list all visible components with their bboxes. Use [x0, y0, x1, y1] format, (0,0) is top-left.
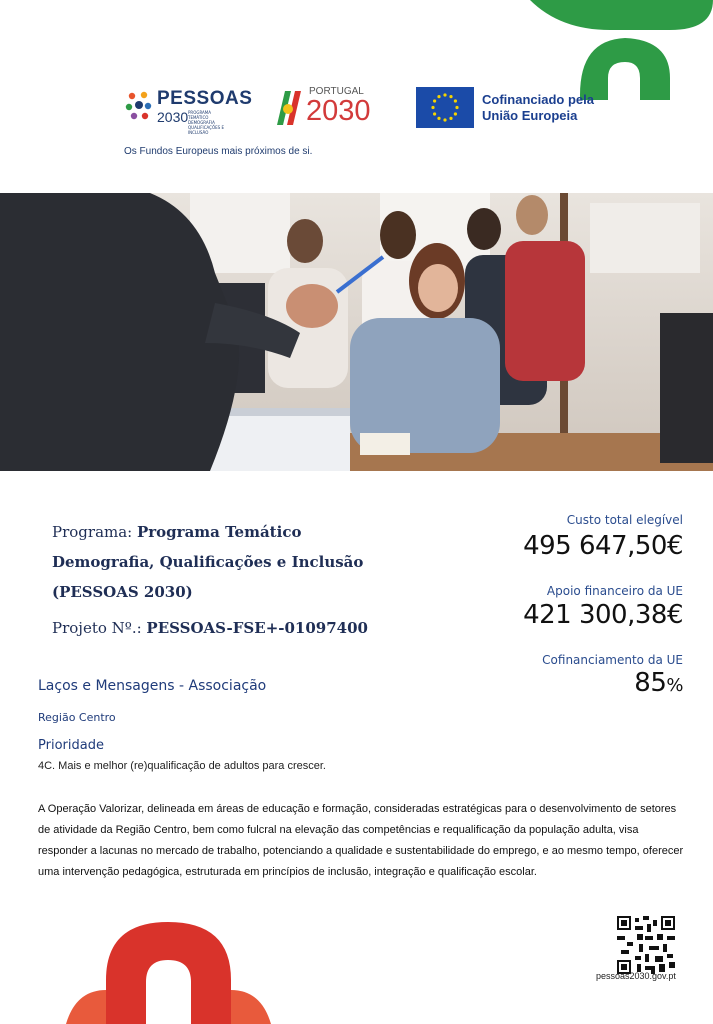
tagline: Os Fundos Europeus mais próximos de si. [124, 146, 313, 157]
portugal-label: PORTUGAL [309, 86, 364, 97]
project-label: Projeto Nº.: [52, 619, 147, 637]
eu-flag-icon [416, 87, 474, 128]
cofinancing-value [634, 668, 683, 698]
red-brand-shape [66, 910, 271, 1024]
pessoas-wordmark: PESSOAS [157, 88, 253, 109]
portugal-flag-icon [273, 89, 303, 125]
website-link[interactable]: pessoas2030.gov.pt [596, 971, 676, 981]
beneficiary-name: Laços e Mensagens - Associação [38, 678, 267, 694]
pessoas-2030-logo [124, 88, 253, 135]
total-cost-value: 495 647,50€ [523, 531, 683, 561]
portugal-2030-logo [273, 85, 383, 130]
qr-code[interactable] [617, 916, 675, 974]
project-info [52, 619, 368, 637]
pessoas-mark-icon [124, 90, 154, 120]
eu-support-value: 421 300,38€ [523, 600, 683, 630]
portugal-year: 2030 [306, 95, 371, 127]
total-cost-label: Custo total elegível [566, 513, 683, 527]
eu-cofinancing-logo [416, 87, 601, 129]
program-name: Programa Temático Demografia, Qualificações e Inclusão (PESSOAS 2030) [52, 523, 364, 601]
pessoas-year: 2030 [157, 109, 189, 125]
eu-cofinancing-text: Cofinanciado pela União Europeia [482, 92, 594, 123]
region: Região Centro [38, 711, 116, 724]
classroom-photo [0, 193, 713, 471]
priority-title: Prioridade [38, 738, 104, 753]
cofinancing-number: 85 [634, 668, 667, 698]
green-brand-shape [520, 0, 713, 100]
project-code: PESSOAS-FSE+-01097400 [146, 619, 368, 637]
eu-support-label: Apoio financeiro da UE [546, 584, 683, 598]
cofinancing-label: Cofinanciamento da UE [542, 653, 683, 667]
cofinancing-unit: % [666, 675, 683, 696]
priority-text: 4C. Mais e melhor (re)qualificação de adultos para crescer. [38, 760, 326, 772]
program-label: Programa: [52, 523, 137, 541]
operation-description: A Operação Valorizar, delineada em áreas de educação e formação, consideradas estratégicas para o desenvolvimento de setores de atividade da Região Centro, bem como fulcral na elevação das competências e requalificação da população adulta, visa responder a lacunas no mercado de trabalho, potenciando a qualidade e sustentabilidade do emprego, e ao mesmo tempo, oferecer uma intervenção pedagógica, estruturada em princípios de inclusão, integração e qualificação escolar. [38, 803, 684, 878]
pessoas-subtext: PROGRAMA TEMÁTICO DEMOGRAFIA QUALIFICAÇÕES E INCLUSÃO [188, 110, 224, 135]
program-info [52, 517, 382, 607]
